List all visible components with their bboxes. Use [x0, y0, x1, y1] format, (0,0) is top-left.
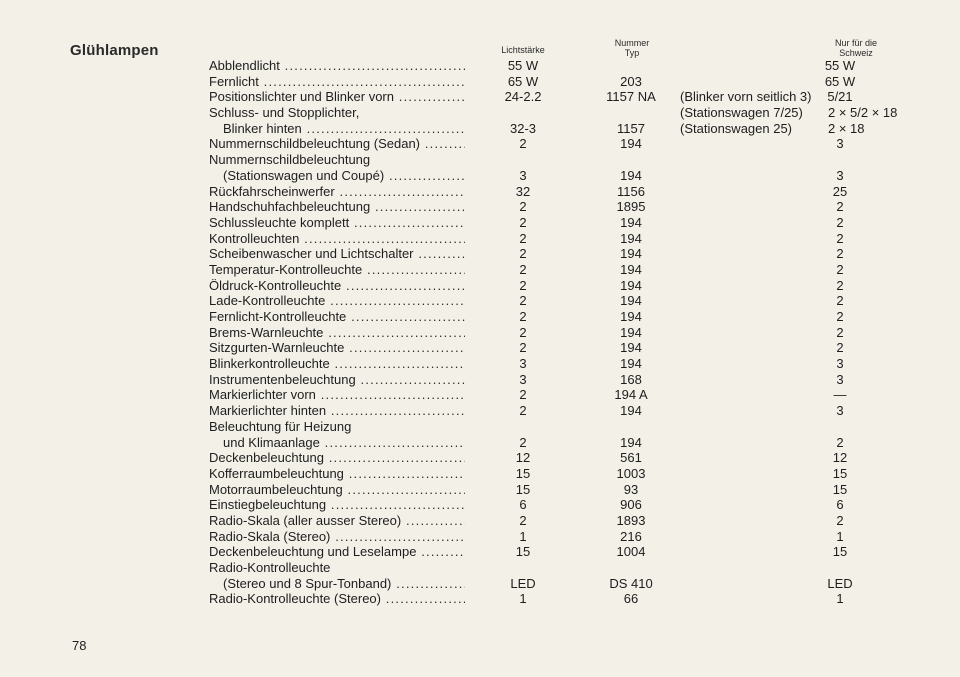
bulb-swiss-value: 2: [836, 199, 844, 215]
bulb-intensity: 2: [519, 324, 527, 340]
bulb-table: [0, 58, 960, 607]
bulb-swiss-value: 3: [836, 167, 844, 183]
bulb-type-number: 906: [620, 497, 642, 513]
bulb-type-number: 1157 NA: [606, 89, 656, 105]
bulb-intensity: 2: [519, 199, 527, 215]
bulb-label: Fernlicht .....: [209, 74, 465, 90]
table-row: [0, 278, 960, 294]
table-row: [0, 497, 960, 513]
bulb-label: Radio-Kontrolleuchte (Stereo) .....: [209, 591, 465, 607]
table-row: [0, 529, 960, 545]
bulb-intensity: LED: [510, 575, 536, 591]
column-header-swiss-line2: Schweiz: [839, 48, 873, 58]
bulb-label: (Stationswagen und Coupé) .....: [223, 168, 465, 184]
bulb-intensity: 32-3: [509, 120, 537, 136]
bulb-intensity: 15: [515, 465, 531, 481]
bulb-label: Radio-Skala (Stereo) .....: [209, 529, 465, 545]
bulb-intensity: 24-2.2: [504, 89, 542, 105]
bulb-type-number: 561: [620, 450, 642, 466]
bulb-type-number: 194: [620, 340, 642, 356]
table-row: [0, 58, 960, 74]
bulb-intensity: 15: [515, 481, 531, 497]
table-row: [0, 293, 960, 309]
column-header-number-line2: Typ: [624, 48, 640, 58]
bulb-type-number: 194: [620, 309, 642, 324]
table-row: [0, 466, 960, 482]
bulb-swiss-value: 15: [832, 481, 848, 497]
table-row: [0, 105, 960, 121]
table-row: [0, 262, 960, 278]
bulb-intensity: 2: [519, 246, 527, 262]
column-header-swiss: [816, 38, 896, 58]
bulb-swiss-value: 65 W: [824, 73, 856, 89]
bulb-swiss-value: 2 × 5/2 × 18: [828, 105, 898, 121]
bulb-swiss-value: 2: [836, 309, 844, 324]
table-row: [0, 513, 960, 529]
bulb-swiss-value: 2: [836, 340, 844, 356]
bulb-intensity: 1: [519, 591, 527, 607]
table-row: [0, 450, 960, 466]
bulb-type-number: 194: [620, 293, 642, 309]
section-title: Glühlampen: [70, 42, 159, 59]
bulb-label: Lade-Kontrolleuchte .....: [209, 293, 465, 309]
bulb-type-number: 194: [620, 246, 642, 262]
bulb-label: Markierlichter hinten .....: [209, 403, 465, 419]
bulb-swiss-value: 12: [832, 450, 848, 466]
bulb-type-number: 194: [620, 277, 642, 293]
table-row: [0, 419, 960, 435]
bulb-label: Blinkerkontrolleuchte .....: [209, 356, 465, 372]
bulb-type-number: 93: [623, 481, 639, 497]
bulb-swiss-value: —: [833, 387, 847, 403]
bulb-swiss-value: 2: [836, 293, 844, 309]
bulb-label: Instrumentenbeleuchtung .....: [209, 372, 465, 388]
table-row: [0, 121, 960, 137]
bulb-label: Beleuchtung für Heizung: [209, 418, 352, 434]
bulb-swiss-value: 1: [836, 591, 844, 607]
bulb-label: Sitzgurten-Warnleuchte .....: [209, 340, 465, 356]
bulb-type-number: 1893: [616, 512, 646, 528]
bulb-intensity: 2: [519, 403, 527, 419]
bulb-label: und Klimaanlage .....: [223, 435, 465, 451]
bulb-type-number: DS 410: [609, 575, 653, 591]
column-header-intensity-text: Lichtstärke: [501, 45, 545, 55]
bulb-type-number: 194 A: [614, 387, 648, 403]
bulb-swiss-value: 2: [836, 230, 844, 246]
bulb-intensity: 12: [515, 450, 531, 466]
bulb-type-number: 194: [620, 230, 642, 246]
bulb-label: (Stereo und 8 Spur-Tonband) .....: [223, 576, 465, 592]
bulb-swiss-value: 2: [836, 434, 844, 450]
bulb-swiss-value: 6: [836, 497, 844, 513]
bulb-label: Brems-Warnleuchte .....: [209, 325, 465, 341]
bulb-intensity: 2: [519, 293, 527, 309]
bulb-label: Einstiegbeleuchtung .....: [209, 497, 465, 513]
table-row: [0, 136, 960, 152]
column-header-number-line1: Nummer: [614, 38, 650, 48]
bulb-label: Abblendlicht .....: [209, 58, 465, 74]
bulb-swiss-value: 3: [836, 403, 844, 419]
table-row: [0, 560, 960, 576]
bulb-swiss-value: 2 × 18: [828, 120, 865, 136]
bulb-swiss-value: LED: [827, 575, 853, 591]
table-row: [0, 152, 960, 168]
bulb-type-number: 194: [620, 136, 642, 152]
bulb-intensity: 2: [519, 434, 527, 450]
bulb-label: Radio-Kontrolleuchte: [209, 560, 331, 575]
bulb-label: Temperatur-Kontrolleuchte .....: [209, 262, 465, 278]
table-row: [0, 199, 960, 215]
bulb-swiss-value: 2: [836, 324, 844, 340]
table-row: [0, 215, 960, 231]
bulb-swiss-value: 1: [836, 528, 844, 544]
bulb-type-number: 194: [620, 261, 642, 277]
table-row: [0, 356, 960, 372]
bulb-intensity: 3: [519, 167, 527, 183]
bulb-note: (Stationswagen 7/25): [680, 105, 803, 121]
bulb-label: Markierlichter vorn .....: [209, 387, 465, 403]
bulb-label: Blinker hinten .....: [223, 121, 465, 137]
bulb-intensity: 2: [519, 512, 527, 528]
column-header-intensity: [488, 45, 558, 55]
table-row: [0, 544, 960, 560]
bulb-label: Deckenbeleuchtung .....: [209, 450, 465, 466]
bulb-type-number: 1004: [616, 544, 646, 560]
bulb-label: Handschuhfachbeleuchtung .....: [209, 199, 465, 215]
bulb-type-number: 1157: [617, 120, 645, 136]
table-row: [0, 340, 960, 356]
table-row: [0, 325, 960, 341]
bulb-type-number: 203: [620, 73, 642, 89]
column-header-swiss-line1: Nur für die: [834, 38, 878, 48]
bulb-type-number: 194: [620, 214, 642, 230]
bulb-type-number: 66: [623, 591, 639, 607]
bulb-swiss-value: 15: [832, 544, 848, 560]
bulb-swiss-value: 2: [836, 277, 844, 293]
bulb-swiss-value: 15: [832, 465, 848, 481]
bulb-swiss-value: 55 W: [824, 58, 856, 73]
bulb-swiss-value: 25: [832, 183, 848, 199]
bulb-label: Deckenbeleuchtung und Leselampe .....: [209, 544, 465, 560]
bulb-note: (Stationswagen 25): [680, 120, 793, 136]
bulb-swiss-value: 5/21: [827, 89, 853, 105]
bulb-type-number: 194: [620, 403, 642, 419]
bulb-label: Fernlicht-Kontrolleuchte .....: [209, 309, 465, 325]
table-row: [0, 184, 960, 200]
bulb-swiss-value: 2: [836, 512, 844, 528]
bulb-intensity: 2: [519, 277, 527, 293]
bulb-label: Motorraumbeleuchtung .....: [209, 482, 465, 498]
bulb-swiss-value: 3: [836, 356, 844, 372]
table-row: [0, 576, 960, 592]
bulb-note: (Blinker vorn seitlich 3): [680, 89, 812, 105]
bulb-label: Radio-Skala (aller ausser Stereo) .....: [209, 513, 465, 529]
bulb-swiss-value: 2: [836, 246, 844, 262]
bulb-label: Schlussleuchte komplett .....: [209, 215, 465, 231]
bulb-intensity: 55 W: [507, 58, 539, 73]
bulb-type-number: 1003: [616, 465, 646, 481]
bulb-label: Öldruck-Kontrolleuchte .....: [209, 278, 465, 294]
bulb-type-number: 216: [620, 528, 642, 544]
bulb-type-number: 194: [620, 356, 642, 372]
table-row: [0, 309, 960, 325]
table-row: [0, 231, 960, 247]
bulb-swiss-value: 2: [836, 214, 844, 230]
bulb-type-number: 194: [620, 167, 642, 183]
table-row: [0, 591, 960, 607]
bulb-intensity: 2: [519, 136, 527, 152]
bulb-intensity: 2: [519, 387, 527, 403]
bulb-intensity: 2: [519, 261, 527, 277]
bulb-intensity: 2: [519, 309, 527, 324]
table-row: [0, 387, 960, 403]
bulb-swiss-value: 3: [836, 136, 844, 152]
bulb-label: Schluss- und Stopplichter,: [209, 105, 360, 121]
bulb-intensity: 3: [519, 356, 527, 372]
bulb-label: Kofferraumbeleuchtung .....: [209, 466, 465, 482]
bulb-type-number: 1895: [616, 199, 646, 215]
bulb-swiss-value: 3: [836, 371, 844, 387]
bulb-type-number: 194: [620, 324, 642, 340]
bulb-intensity: 3: [519, 371, 527, 387]
bulb-label: Positionslichter und Blinker vorn .....: [209, 89, 465, 105]
bulb-label: Nummernschildbeleuchtung (Sedan) .....: [209, 136, 465, 152]
table-row: [0, 482, 960, 498]
bulb-intensity: 65 W: [507, 73, 539, 89]
bulb-label: Rückfahrscheinwerfer .....: [209, 184, 465, 200]
table-row: [0, 403, 960, 419]
page-number: 78: [72, 638, 87, 653]
bulb-intensity: 2: [519, 214, 527, 230]
bulb-intensity: 1: [519, 528, 527, 544]
bulb-swiss-value: 2: [836, 261, 844, 277]
bulb-intensity: 2: [519, 230, 527, 246]
bulb-intensity: 32: [515, 183, 531, 199]
bulb-intensity: 2: [519, 340, 527, 356]
bulb-label: Nummernschildbeleuchtung: [209, 152, 371, 168]
bulb-label: Kontrolleuchten .....: [209, 231, 465, 247]
bulb-intensity: 15: [515, 544, 531, 560]
table-row: [0, 372, 960, 388]
table-row: [0, 435, 960, 451]
table-row: [0, 74, 960, 90]
bulb-type-number: 194: [620, 434, 642, 450]
bulb-intensity: 6: [519, 497, 527, 513]
table-row: [0, 89, 960, 105]
bulb-type-number: 1156: [617, 183, 645, 199]
bulb-label: Scheibenwascher und Lichtschalter .....: [209, 246, 465, 262]
column-header-number-type: [592, 38, 672, 58]
table-row: [0, 168, 960, 184]
bulb-type-number: 168: [620, 371, 642, 387]
table-row: [0, 246, 960, 262]
